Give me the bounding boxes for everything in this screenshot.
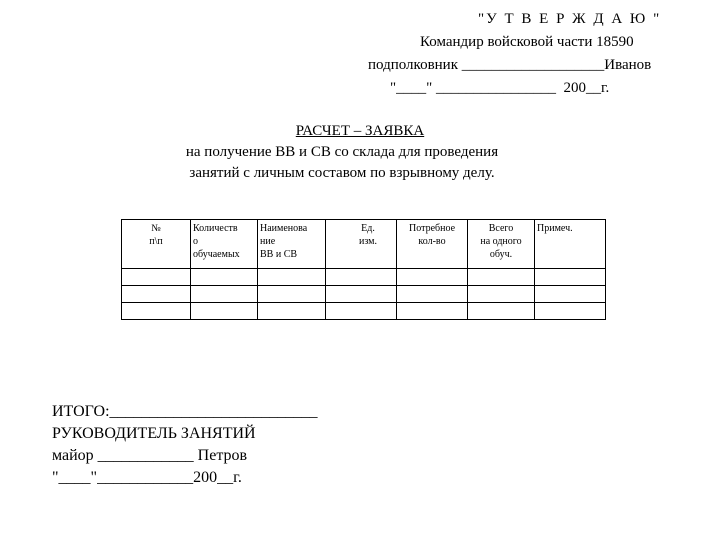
table-cell <box>258 303 326 320</box>
document-title-text: РАСЧЕТ – ЗАЯВКА <box>295 123 425 139</box>
table-cell <box>122 269 191 286</box>
table-cell <box>191 303 258 320</box>
table-cell <box>535 303 606 320</box>
commander-line: Командир войсковой части 18590 <box>420 34 634 50</box>
header-cell-number <box>122 220 191 269</box>
header-cell-per-trainee <box>468 220 535 269</box>
table-row <box>122 269 606 286</box>
table-cell <box>258 269 326 286</box>
header-cell-unit <box>326 220 397 269</box>
table-cell <box>326 286 397 303</box>
table-cell <box>122 303 191 320</box>
footer-date-line: "____"____________200__г. <box>52 469 242 486</box>
header-cell-notes <box>535 220 606 269</box>
total-line: ИТОГО:__________________________ <box>52 403 318 420</box>
header-cell-name <box>258 220 326 269</box>
document-title <box>0 122 720 141</box>
leader-signature-line: майор ____________ Петров <box>52 447 248 464</box>
table-row <box>122 286 606 303</box>
table-cell <box>468 286 535 303</box>
header-cell-required <box>397 220 468 269</box>
approval-heading: "У Т В Е Р Ж Д А Ю " <box>478 11 662 27</box>
table-cell <box>326 303 397 320</box>
table-cell <box>258 286 326 303</box>
table-cell <box>191 269 258 286</box>
table-header-row <box>122 220 606 269</box>
table-cell <box>468 303 535 320</box>
table-cell <box>326 269 397 286</box>
header-label: Потребное кол-во <box>408 223 456 247</box>
header-label: Ед. изм. <box>359 223 377 247</box>
table-cell <box>397 303 468 320</box>
document-subtitle-line1: на получение ВВ и СВ со склада для проведения <box>185 144 499 160</box>
commander-signature-line: подполковник ___________________Иванов <box>368 57 652 73</box>
header-label: № п\п <box>149 223 163 247</box>
header-cell-trainees <box>191 220 258 269</box>
table-cell <box>397 269 468 286</box>
table-cell <box>191 286 258 303</box>
header-label: Количеств о обучаемых <box>193 223 240 260</box>
document-subtitle-line2: занятий с личным составом по взрывному делу. <box>189 165 495 181</box>
table-row <box>122 303 606 320</box>
table-cell <box>122 286 191 303</box>
table-cell <box>535 286 606 303</box>
leader-heading: РУКОВОДИТЕЛЬ ЗАНЯТИЙ <box>52 425 256 442</box>
table-cell <box>535 269 606 286</box>
header-label: Примеч. <box>537 223 573 234</box>
table-cell <box>468 269 535 286</box>
header-label: Всего на одного обуч. <box>480 223 522 260</box>
approval-date-line: "____" ________________ 200__г. <box>390 80 610 96</box>
header-label: Наименова ние ВВ и СВ <box>260 223 308 260</box>
table-cell <box>397 286 468 303</box>
request-table <box>121 219 606 320</box>
